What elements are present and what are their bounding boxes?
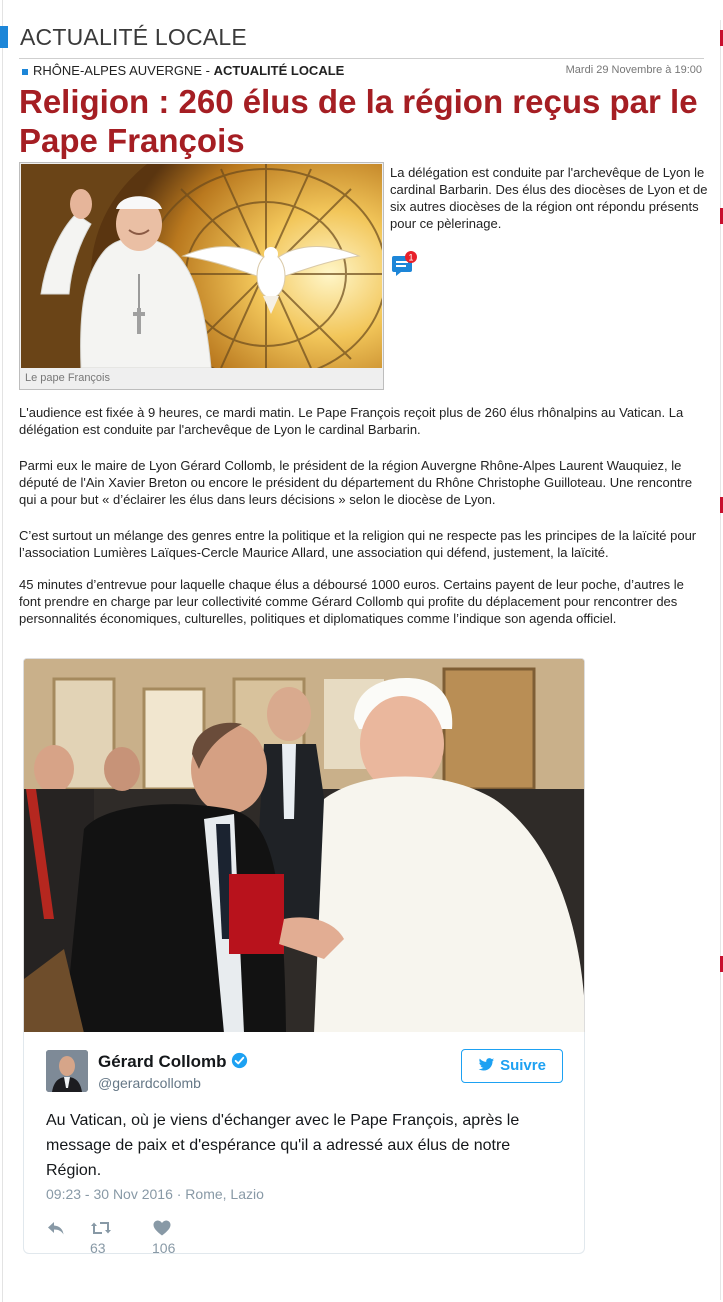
- lead-photo-frame: [19, 162, 384, 390]
- lead-photo[interactable]: [21, 164, 382, 368]
- reply-icon: [46, 1219, 66, 1237]
- embedded-tweet: [23, 1032, 585, 1254]
- like-icon: [152, 1219, 172, 1237]
- article-paragraph: L'audience est fixée à 9 heures, ce mardi matin. Le Pape François reçoit plus de 260 élus rhônalpins au Vatican. La délégation est conduite par l'archevêque de Lyon le cardinal Barbarin.: [19, 405, 684, 437]
- avatar[interactable]: [46, 1050, 88, 1092]
- audience-photo-image: [24, 659, 585, 1032]
- follow-button[interactable]: [461, 1049, 563, 1083]
- twitter-bird-icon: [478, 1058, 495, 1072]
- article-intro: La délégation est conduite par l'archevêque de Lyon le cardinal Barbarin. Des élus des diocèses de Lyon et de six autres diocèses de la région ont répondu présents pour ce pèlerinage.: [390, 165, 708, 231]
- tweet-author[interactable]: [98, 1052, 248, 1072]
- breadcrumb-region[interactable]: RHÔNE-ALPES AUVERGNE: [33, 63, 203, 78]
- tweet-photo[interactable]: [23, 658, 585, 1032]
- section-title: ACTUALITÉ LOCALE: [20, 24, 247, 50]
- like-button[interactable]: [152, 1218, 176, 1256]
- retweet-count: 63: [90, 1240, 106, 1256]
- tweet-author-name[interactable]: Gérard Collomb: [98, 1052, 227, 1071]
- follow-button-label: Suivre: [500, 1057, 546, 1074]
- comment-count: 1: [408, 252, 414, 263]
- article-paragraph: C’est surtout un mélange des genres entre la politique et la religion qui ne respecte pas les principes de la laïcité pour l’association Lumières Laïques-Cercle Maurice Allard, une association qui défend, justement, la laïcité.: [19, 528, 697, 560]
- breadcrumb[interactable]: [33, 63, 344, 78]
- article-paragraph: Parmi eux le maire de Lyon Gérard Collomb, le président de la région Auvergne Rhône-Alpes Laurent Wauquiez, le député de l'Ain Xavier Breton ou encore le président du département du Rhône Christophe Guilloteau. Une rencontre qui a pour but « d’éclairer les élus dans leurs décisions » selon le diocèse de Lyon.: [19, 458, 693, 507]
- section-accent-bar: [0, 26, 8, 48]
- section-header: [0, 22, 723, 56]
- retweet-button[interactable]: [90, 1218, 112, 1256]
- article-meta: [19, 58, 704, 80]
- verified-badge-icon: [231, 1052, 248, 1069]
- breadcrumb-category[interactable]: ACTUALITÉ LOCALE: [213, 63, 345, 78]
- pope-stained-glass-image: [21, 164, 382, 368]
- bullet-square-icon: [22, 69, 28, 75]
- breadcrumb-separator: -: [202, 63, 214, 78]
- photo-caption: Le pape François: [25, 372, 110, 384]
- retweet-icon: [90, 1219, 112, 1237]
- article-paragraph: 45 minutes d’entrevue pour laquelle chaque élus a déboursé 1000 euros. Certains payent de leur poche, d’autres le font prendre en charge par leur collectivité comme Gérard Collomb qui profite du déplacement pour rencontrer des personnalités économiques, culturelles, politiques et diplomatiques comme l’indique son agenda officiel.: [19, 577, 684, 626]
- article-headline: Religion : 260 élus de la région reçus par le Pape François: [19, 83, 698, 159]
- tweet-text: Au Vatican, où je viens d'échanger avec le Pape François, après le message de paix et d'espérance qu'il a adressé aux élus de notre Région.: [46, 1112, 520, 1179]
- page-border-left: [2, 0, 3, 1302]
- tweet-timestamp[interactable]: 09:23 - 30 Nov 2016 · Rome, Lazio: [46, 1186, 264, 1202]
- tweet-handle[interactable]: @gerardcollomb: [98, 1075, 201, 1091]
- like-count: 106: [152, 1240, 176, 1256]
- publish-date: Mardi 29 Novembre à 19:00: [565, 64, 702, 76]
- comment-icon[interactable]: [391, 250, 415, 274]
- reply-button[interactable]: [46, 1218, 66, 1240]
